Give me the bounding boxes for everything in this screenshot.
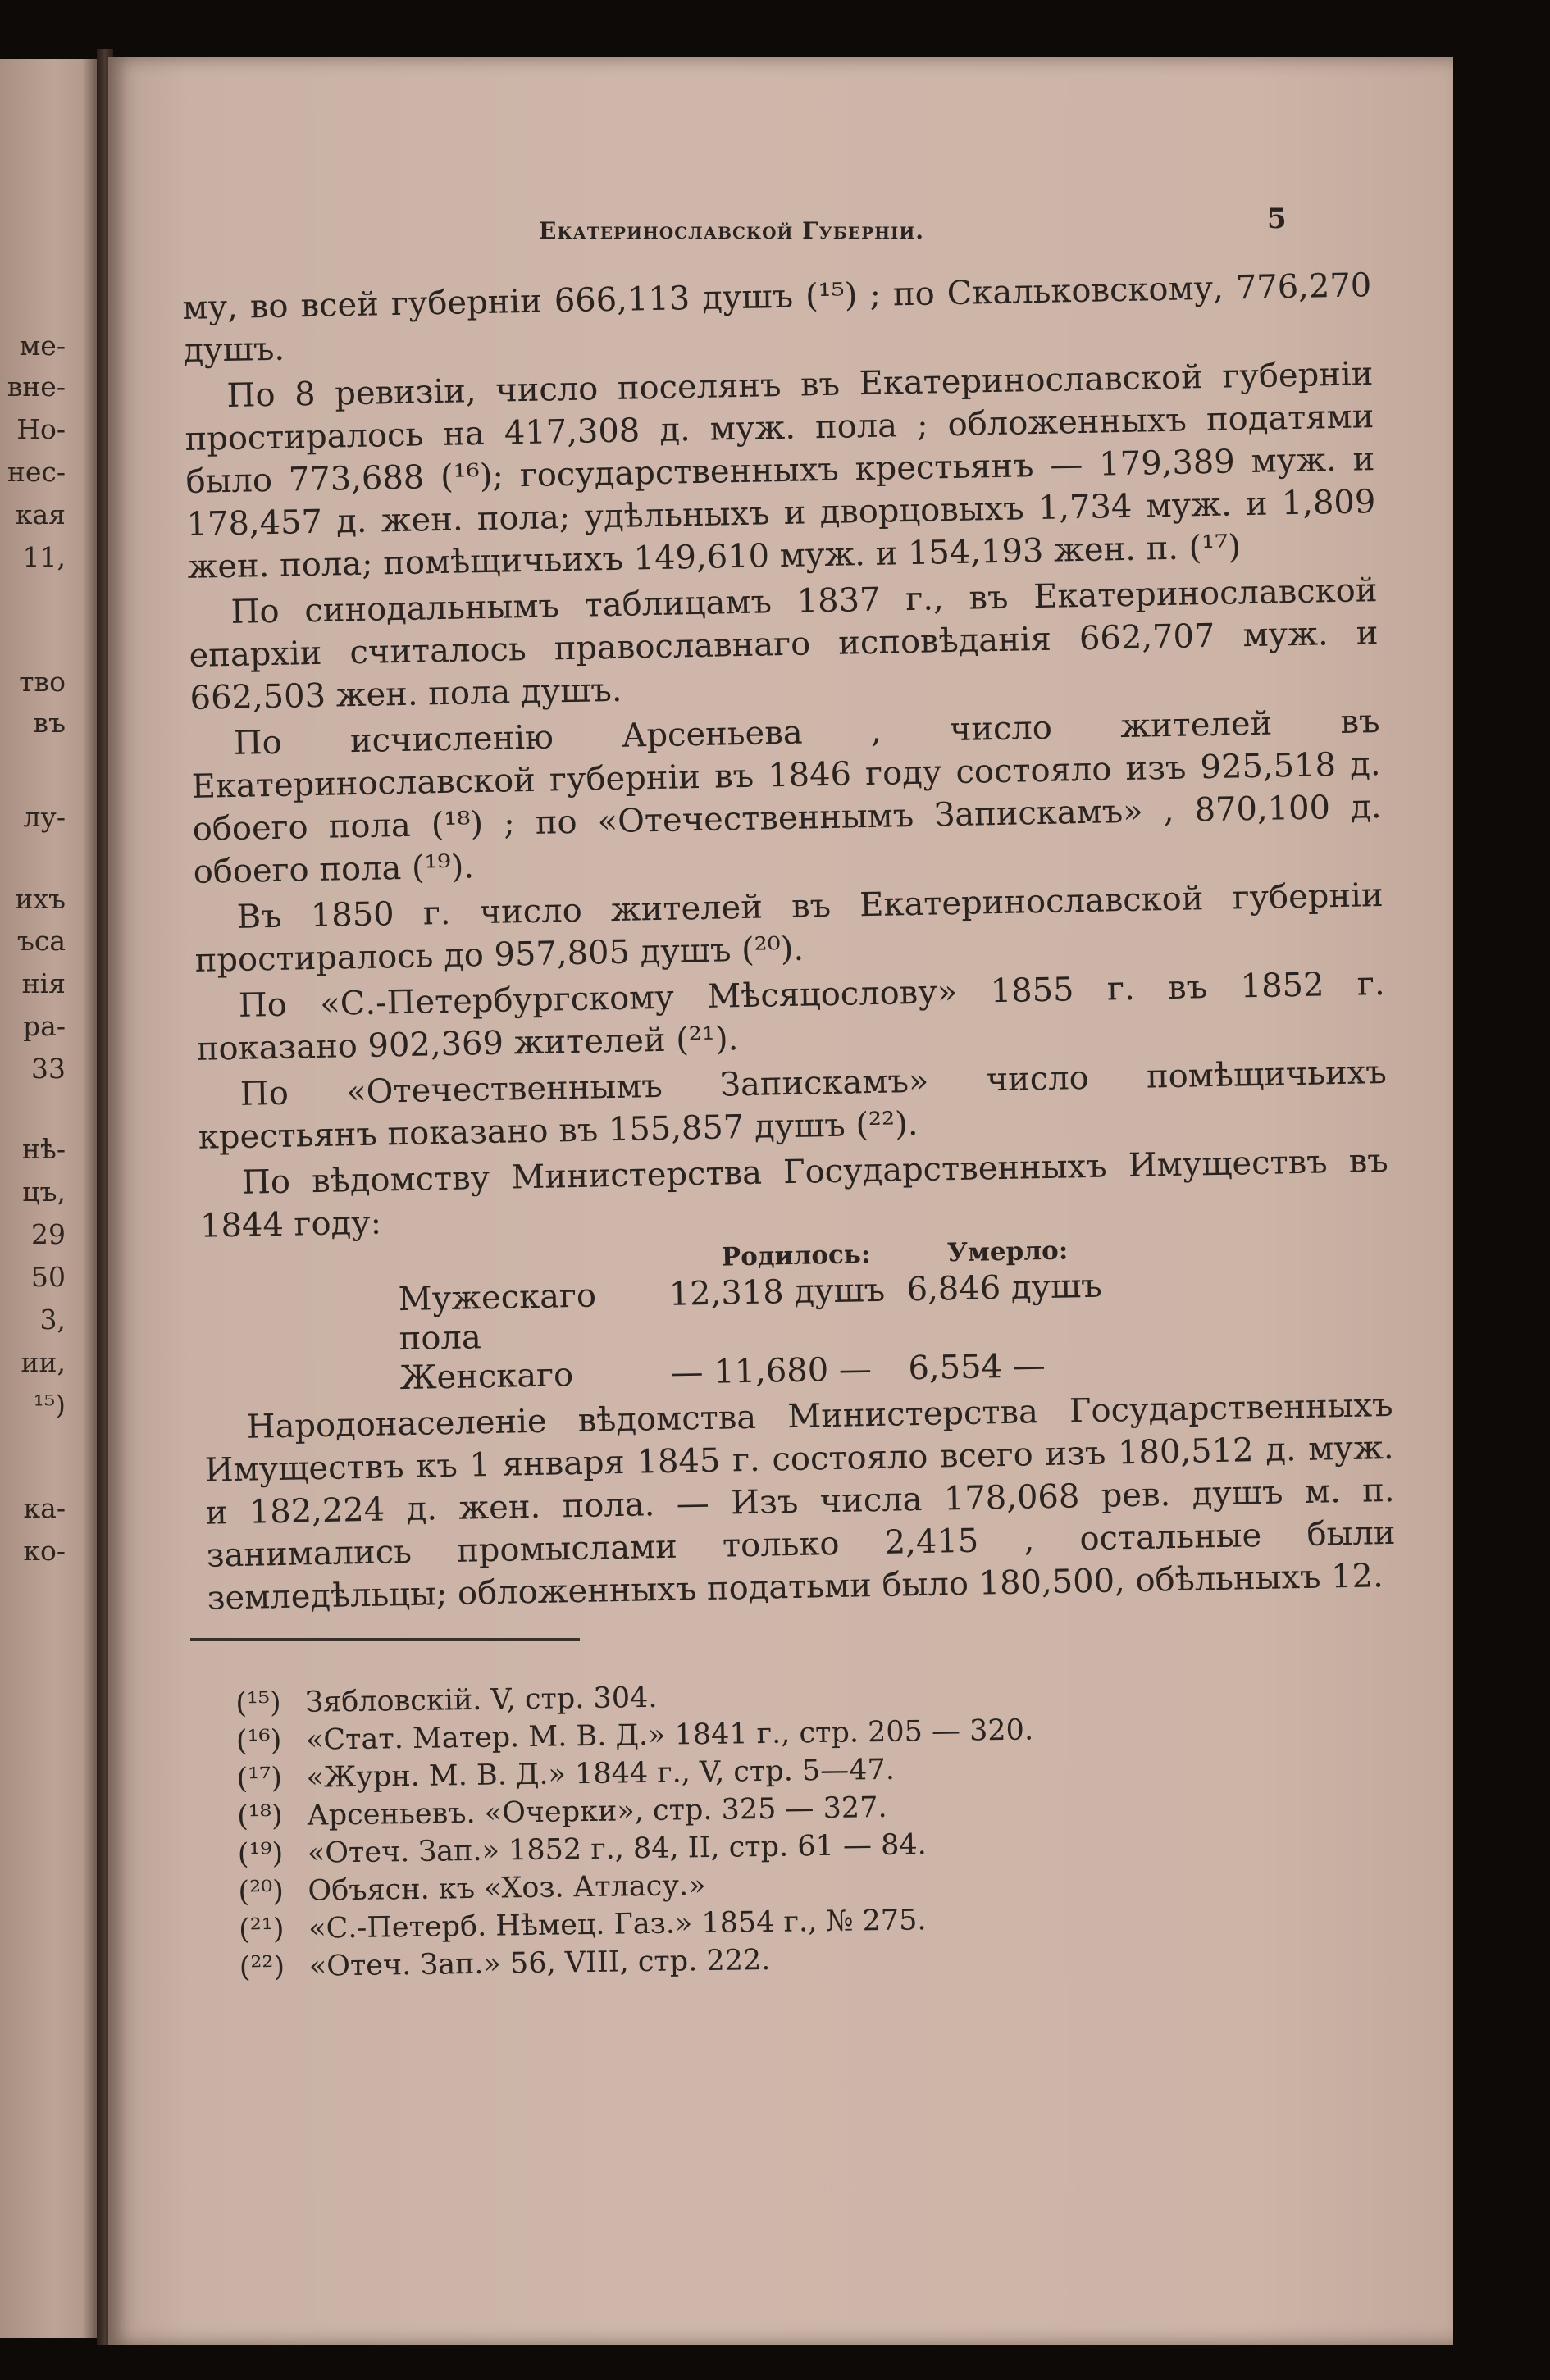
footnote-mark: (¹⁹) [237, 1837, 284, 1871]
right-page [108, 57, 1453, 2345]
paragraph: По «С.-Петербургскому Мѣсяцослову» 1855 г. въ 1852 г. показано 902,369 жителей (²¹). [196, 965, 1386, 1068]
footnote-mark: (¹⁵) [235, 1686, 281, 1720]
page-number: 5 [1267, 203, 1287, 235]
footnote-text: Зябловскій. V, стр. 304. [305, 1681, 658, 1719]
paragraph: По исчисленію Арсеньева , число жителей въ Екатеринославской губерніи въ 1846 году состояло изъ 925,518 д. обоего пола (¹⁸) ; по «Отечественнымъ Запискамъ» , 870,100 д. обоего пола (¹⁹). [191, 703, 1382, 891]
left-fragment: ме- [19, 330, 66, 362]
body-text [182, 264, 1397, 1623]
paragraph: По 8 ревизіи, число поселянъ въ Екатеринославской губерніи простиралось на 417,308 д. муж. пола ; обложенныхъ податями было 773,688 (¹⁶); государственныхъ крестьянъ — 179,389 муж. и 178,457 д. жен. пола; удѣльныхъ и дворцовыхъ 1,734 муж. и 1,809 жен. пола; помѣщичьихъ 149,610 муж. и 154,193 жен. п. (¹⁷) [185, 355, 1376, 586]
left-fragment: въ [33, 707, 66, 739]
row-label: Женскаго [399, 1356, 574, 1398]
footnotes [235, 1671, 1224, 1986]
left-fragment: ра- [23, 1010, 66, 1042]
left-fragment: Но- [16, 413, 66, 445]
left-fragment: лу- [23, 801, 66, 833]
born-value: — 11,680 — [670, 1350, 873, 1392]
born-value: 12,318 душъ [668, 1271, 886, 1313]
footnote-mark: (¹⁷) [236, 1762, 283, 1795]
paragraph: По синодальнымъ таблицамъ 1837 г., въ Екатеринославской епархіи считалось православнаго исповѣданія 662,707 муж. и 662,503 жен. пола душъ. [189, 571, 1379, 717]
footnote-text: Арсеньевъ. «Очерки», стр. 325 — 327. [306, 1791, 887, 1832]
paragraph: По вѣдомству Министерства Государственныхъ Имуществъ въ 1844 году: [199, 1141, 1389, 1245]
left-fragment: 29 [31, 1218, 66, 1250]
footnote-text: «С.-Петерб. Нѣмец. Газ.» 1854 г., № 275. [308, 1904, 927, 1945]
footnote-divider [190, 1638, 580, 1641]
left-fragment: ко- [23, 1535, 66, 1567]
left-fragment: ъса [16, 925, 66, 957]
left-fragment: 11, [22, 541, 66, 573]
footnote-text: «Отеч. Зап.» 56, VIII, стр. 222. [308, 1943, 771, 1983]
births-deaths-table [201, 1228, 1393, 1402]
left-fragment: нія [21, 967, 66, 999]
left-facing-page [0, 59, 97, 2338]
footnote-mark: (²²) [239, 1950, 285, 1984]
left-fragment: нѣ- [21, 1133, 66, 1165]
left-fragment: ихъ [15, 883, 66, 915]
running-head: Екатеринославской Губерніи. [539, 217, 925, 244]
footnote-text: «Отеч. Зап.» 1852 г., 84, II, стр. 61 — 84. [307, 1828, 928, 1870]
born-header: Родилось: [721, 1240, 871, 1272]
died-header: Умерло: [946, 1236, 1069, 1268]
left-fragment: 33 [31, 1053, 66, 1085]
left-fragment: ии, [21, 1346, 66, 1378]
left-fragment: ка- [23, 1492, 66, 1524]
left-fragment: 3, [39, 1304, 66, 1336]
footnote-text: Объясн. къ «Хоз. Атласу.» [308, 1869, 706, 1908]
paragraph: Въ 1850 г. число жителей въ Екатеринославской губерніи простиралось до 957,805 душъ (²⁰). [194, 876, 1384, 980]
left-fragment: кая [15, 498, 66, 530]
paragraph: Народонаселеніе вѣдомства Министерства Государственныхъ Имуществъ къ 1 января 1845 г. состояло всего изъ 180,512 д. муж. и 182,224 д. жен. пола. — Изъ числа 178,068 рев. душъ м. п. занимались промыслами только 2,415 , остальные были земледѣльцы; обложенныхъ податьми было 180,500, обѣльныхъ 12. [204, 1386, 1396, 1618]
died-value: 6,846 душъ [906, 1267, 1103, 1309]
footnote-mark: (¹⁶) [235, 1724, 282, 1758]
footnote-mark: (²⁰) [238, 1875, 285, 1909]
left-fragment: вне- [7, 371, 66, 403]
footnote-text: «Стат. Матер. М. В. Д.» 1841 г., стр. 205 — 320. [305, 1713, 1034, 1757]
left-fragment: нес- [7, 456, 66, 488]
footnote-text: «Журн. М. В. Д.» 1844 г., V, стр. 5—47. [306, 1753, 896, 1795]
footnote-mark: (²¹) [238, 1913, 285, 1946]
footnote-mark: (¹⁸) [236, 1800, 283, 1833]
left-fragment: цъ, [22, 1176, 66, 1208]
row-label: Мужескаго пола [398, 1276, 597, 1358]
left-fragment: ¹⁵) [33, 1389, 66, 1421]
died-value: 6,554 — [908, 1347, 1046, 1388]
left-fragment: тво [19, 666, 66, 698]
paragraph: му, во всей губерніи 666,113 душъ (¹⁵) ; по Скальковскому, 776,270 душъ. [182, 266, 1372, 370]
left-fragment: 50 [31, 1261, 66, 1293]
paragraph: По «Отечественнымъ Запискамъ» число помѣщичьихъ крестьянъ показано въ 155,857 душъ (²²). [198, 1053, 1388, 1157]
